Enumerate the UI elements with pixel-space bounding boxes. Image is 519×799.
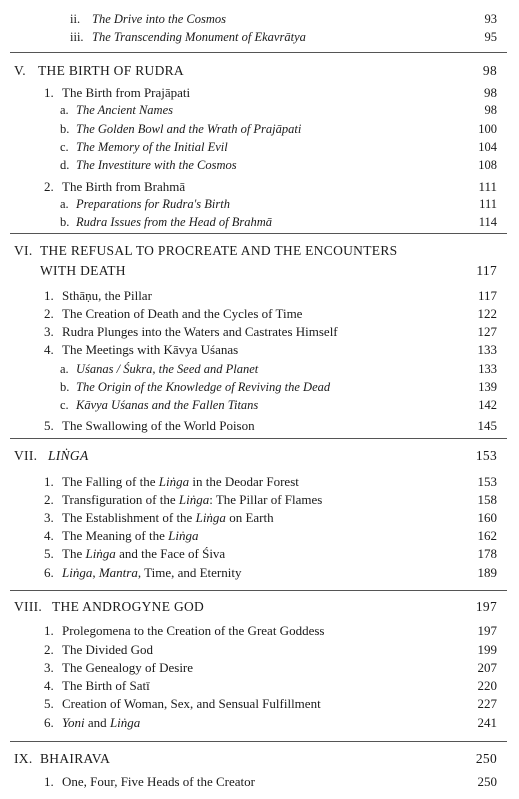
toc-section-entry [0,178,519,196]
toc-entry-title: One, Four, Five Heads of the Creator [62,774,255,789]
toc-entry-number: IX. [14,751,33,766]
toc-subsection-entry [0,28,519,46]
toc-entry-number: V. [14,63,26,78]
toc-entry-title: The Origin of the Knowledge of Reviving the Dead [76,380,331,394]
toc-entry-title: Rudra Plunges into the Waters and Castrates Himself [62,324,338,339]
toc-page-number: 98 [484,85,497,100]
toc-entry-number: 1. [44,288,54,303]
toc-page-number: 133 [477,342,497,357]
toc-entry-number: ii. [70,12,81,26]
toc-entry-number: b. [60,380,70,394]
toc-chapter-entry [0,262,519,280]
toc-entry-number: 4. [44,528,54,543]
toc-entry-number: 6. [44,715,54,730]
toc-entry-title: The Ancient Names [76,103,173,117]
toc-entry-title: The Birth from Brahmā [62,179,186,194]
toc-entry-number: d. [60,158,70,172]
toc-subsection-entry [0,156,519,174]
toc-page-number: 111 [478,179,497,194]
toc-page-number: 160 [477,510,497,525]
toc-entry-title: Preparations for Rudra's Birth [76,197,230,211]
toc-page-number: 127 [477,324,497,339]
toc-entry-title: The Drive into the Cosmos [92,12,227,26]
toc-subsection-entry [0,120,519,138]
toc-entry-number: 2. [44,306,54,321]
toc-entry-title: The Memory of the Initial Evil [76,140,228,154]
toc-entry-title: Liṅga, Mantra, Time, and Eternity [62,565,242,580]
toc-subsection-entry [0,10,519,28]
toc-entry-title: The Genealogy of Desire [62,660,194,675]
toc-page-number: 117 [477,288,497,303]
toc-entry-title: The Transcending Monument of Ekavrātya [92,30,306,44]
toc-section-entry [0,622,519,640]
toc-section-entry [0,527,519,545]
toc-page-number: 220 [477,678,497,693]
toc-entry-number: a. [60,197,69,211]
toc-chapter-entry [0,242,519,260]
toc-page-number: 227 [477,696,497,711]
toc-entry-title: WITH DEATH [40,263,126,278]
toc-entry-number: a. [60,103,69,117]
toc-page-number: 133 [478,362,497,376]
toc-page-number: 153 [477,474,497,489]
toc-entry-number: 2. [44,642,54,657]
toc-entry-title: The Liṅga and the Face of Śiva [62,546,226,561]
toc-entry-title: The Investiture with the Cosmos [76,158,237,172]
toc-section-entry [0,323,519,341]
toc-entry-number: VIII. [14,599,43,614]
toc-section-entry [0,641,519,659]
toc-section-entry [0,417,519,435]
toc-section-entry [0,773,519,791]
chapter-divider [10,741,507,742]
toc-page-number: 114 [478,215,497,229]
toc-section-entry [0,341,519,359]
toc-entry-number: 5. [44,546,54,561]
toc-page-number: 158 [477,492,497,507]
toc-chapter-entry [0,62,519,80]
toc-entry-number: 3. [44,510,54,525]
toc-entry-number: VII. [14,448,38,463]
toc-entry-number: 4. [44,342,54,357]
toc-page-number: 250 [475,751,497,766]
toc-entry-title: Uśanas / Śukra, the Seed and Planet [76,362,259,376]
toc-entry-number: 1. [44,85,54,100]
toc-entry-number: 3. [44,660,54,675]
toc-section-entry [0,545,519,563]
toc-page-number: 111 [479,197,497,211]
toc-entry-title: The Divided God [62,642,153,657]
toc-entry-number: 1. [44,474,54,489]
toc-page-number: 93 [484,12,497,26]
toc-section-entry [0,677,519,695]
toc-chapter-entry [0,447,519,465]
toc-chapter-entry [0,750,519,768]
toc-entry-title: The Birth from Prajāpati [62,85,191,100]
toc-entry-number: 3. [44,324,54,339]
toc-subsection-entry [0,101,519,119]
toc-entry-number: 5. [44,696,54,711]
chapter-divider [10,438,507,439]
toc-entry-title: The Establishment of the Liṅga on Earth [62,510,274,525]
toc-section-entry [0,491,519,509]
toc-section-entry [0,659,519,677]
toc-subsection-entry [0,195,519,213]
toc-entry-title: Transfiguration of the Liṅga: The Pillar of Flames [62,492,323,507]
toc-page-number: 199 [477,642,497,657]
toc-section-entry [0,287,519,305]
toc-entry-title: LIṄGA [48,448,89,463]
toc-entry-title: Prolegomena to the Creation of the Great Goddess [62,623,325,638]
toc-page-number: 139 [478,380,497,394]
toc-entry-title: The Meetings with Kāvya Uśanas [62,342,239,357]
toc-page-number: 98 [484,103,497,117]
toc-page-number: 108 [478,158,497,172]
toc-entry-title: Rudra Issues from the Head of Brahmā [76,215,273,229]
toc-entry-title: BHAIRAVA [40,751,111,766]
chapter-divider [10,590,507,591]
toc-page-number: 189 [477,565,497,580]
toc-entry-title: The Meaning of the Liṅga [62,528,199,543]
toc-section-entry [0,305,519,323]
toc-section-entry [0,473,519,491]
toc-page-number: 100 [478,122,497,136]
toc-page-number: 145 [477,418,497,433]
toc-entry-title: THE BIRTH OF RUDRA [38,63,184,78]
toc-page-number: 122 [477,306,497,321]
toc-page-number: 117 [476,263,497,278]
toc-subsection-entry [0,213,519,231]
toc-entry-title: The Golden Bowl and the Wrath of Prajāpati [76,122,302,136]
toc-entry-number: b. [60,215,70,229]
toc-section-entry [0,509,519,527]
toc-entry-number: a. [60,362,69,376]
toc-entry-title: The Swallowing of the World Poison [62,418,255,433]
toc-page-number: 197 [477,623,497,638]
toc-page-number: 162 [477,528,497,543]
toc-chapter-entry [0,598,519,616]
toc-entry-number: 1. [44,774,54,789]
toc-entry-number: b. [60,122,70,136]
toc-page-number: 95 [484,30,497,44]
toc-entry-title: Yoni and Liṅga [62,715,141,730]
toc-entry-number: 2. [44,179,54,194]
toc-entry-title: The Birth of Satī [62,678,150,693]
toc-entry-title: Kāvya Uśanas and the Fallen Titans [76,398,259,412]
toc-page-number: 104 [478,140,497,154]
toc-section-entry [0,564,519,582]
toc-subsection-entry [0,396,519,414]
toc-subsection-entry [0,138,519,156]
toc-entry-title: THE ANDROGYNE GOD [52,599,205,614]
toc-page-number: 178 [477,546,497,561]
toc-entry-number: c. [60,398,69,412]
toc-entry-number: 1. [44,623,54,638]
toc-entry-title: The Falling of the Liṅga in the Deodar Forest [62,474,299,489]
toc-entry-title: The Creation of Death and the Cycles of Time [62,306,303,321]
chapter-divider [10,233,507,234]
toc-entry-number: 2. [44,492,54,507]
toc-page-number: 241 [477,715,497,730]
chapter-divider [10,52,507,53]
toc-page-number: 250 [477,774,497,789]
toc-entry-number: 4. [44,678,54,693]
toc-entry-number: 5. [44,418,54,433]
toc-section-entry [0,695,519,713]
toc-entry-number: 6. [44,565,54,580]
toc-subsection-entry [0,360,519,378]
toc-page-number: 153 [475,448,497,463]
toc-entry-title: THE REFUSAL TO PROCREATE AND THE ENCOUNTERS [40,243,398,258]
toc-entry-number: iii. [70,30,84,44]
toc-section-entry [0,84,519,102]
toc-entry-title: Sthāṇu, the Pillar [62,288,152,303]
toc-entry-number: c. [60,140,69,154]
toc-entry-number: VI. [14,243,33,258]
toc-page-number: 142 [478,398,497,412]
toc-subsection-entry [0,378,519,396]
toc-section-entry [0,714,519,732]
toc-page-number: 197 [475,599,497,614]
toc-page-number: 98 [482,63,497,78]
toc-page-number: 207 [477,660,497,675]
toc-entry-title: Creation of Woman, Sex, and Sensual Fulfillment [62,696,321,711]
